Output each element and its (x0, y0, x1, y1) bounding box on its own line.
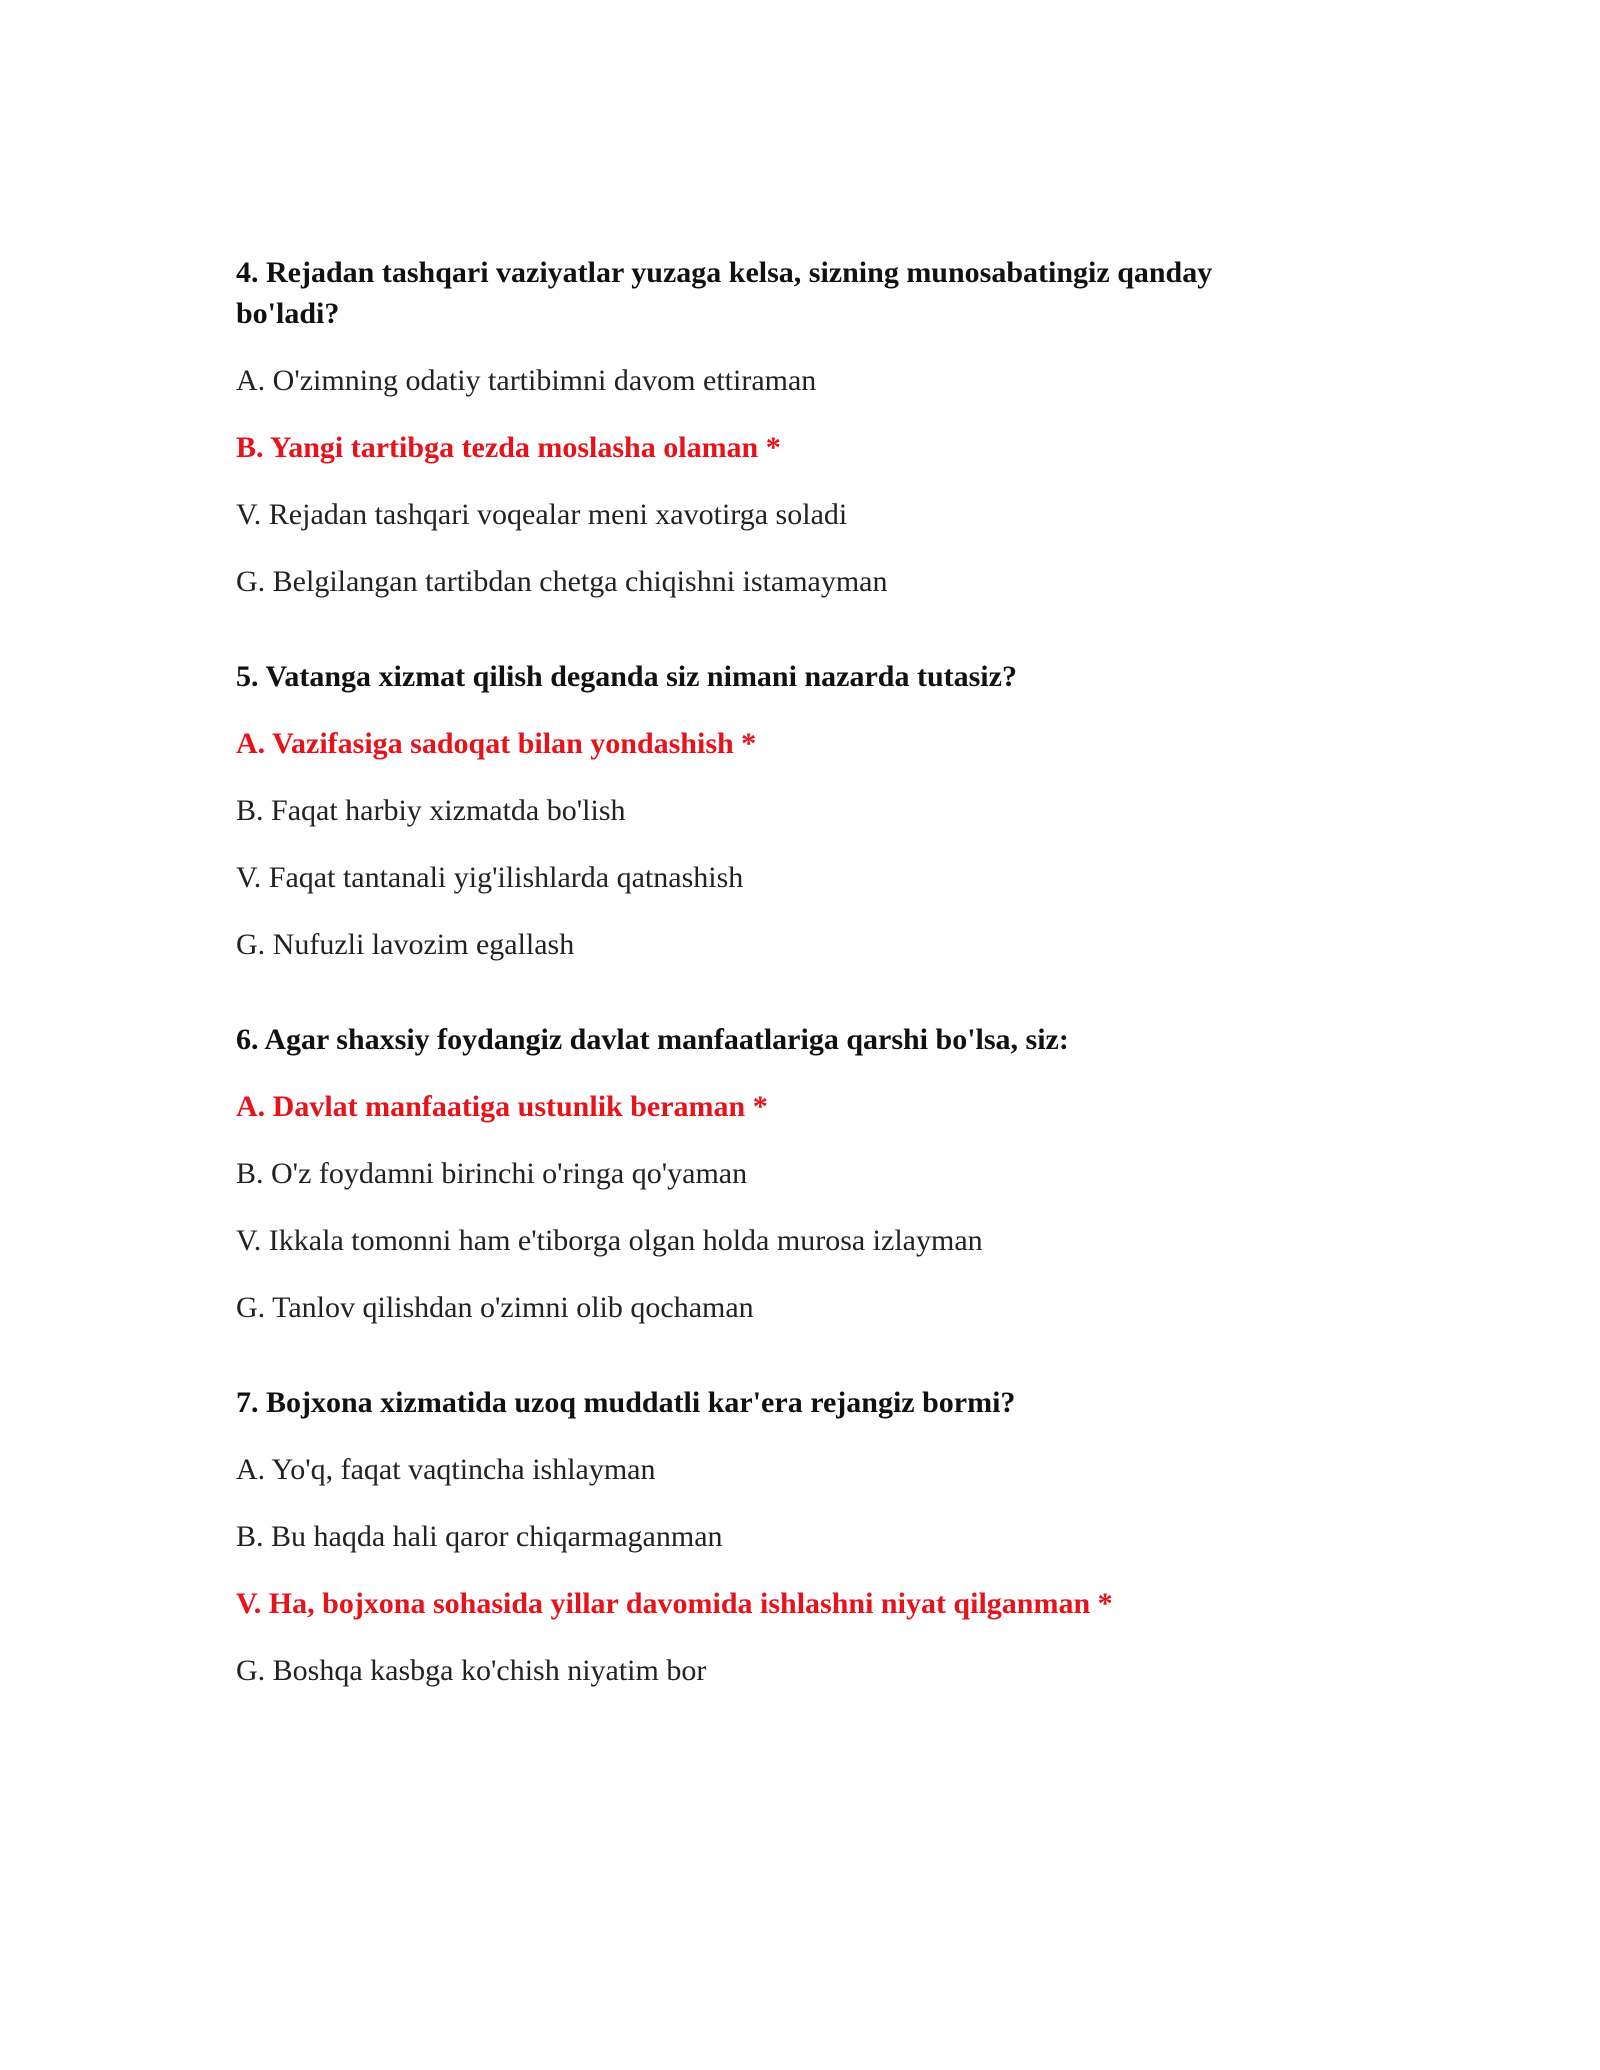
option-v: V. Rejadan tashqari voqealar meni xavotirga soladi (236, 498, 848, 531)
question-block-5 (236, 656, 1316, 965)
option-v: V. Faqat tantanali yig'ilishlarda qatnashish (236, 861, 744, 894)
question-text: 4. Rejadan tashqari vaziyatlar yuzaga kelsa, sizning munosabatingiz qanday bo'ladi? (236, 256, 1213, 330)
option-v: V. Ikkala tomonni ham e'tiborga olgan holda murosa izlayman (236, 1224, 983, 1257)
option-g: G. Tanlov qilishdan o'zimni olib qochaman (236, 1291, 754, 1324)
question-block-6 (236, 1019, 1316, 1328)
question-text: 5. Vatanga xizmat qilish deganda siz nimani nazarda tutasiz? (236, 660, 1017, 693)
option-a: A. Yo'q, faqat vaqtincha ishlayman (236, 1453, 656, 1486)
option-g: G. Boshqa kasbga ko'chish niyatim bor (236, 1654, 707, 1687)
option-a: A. O'zimning odatiy tartibimni davom ettiraman (236, 364, 817, 397)
question-text: 6. Agar shaxsiy foydangiz davlat manfaatlariga qarshi bo'lsa, siz: (236, 1023, 1069, 1056)
question-text: 7. Bojxona xizmatida uzoq muddatli kar'era rejangiz bormi? (236, 1386, 1016, 1419)
questionnaire (236, 252, 1316, 1745)
option-v-correct: V. Ha, bojxona sohasida yillar davomida ishlashni niyat qilganman * (236, 1587, 1113, 1620)
option-g: G. Belgilangan tartibdan chetga chiqishni istamayman (236, 565, 888, 598)
question-block-7 (236, 1382, 1316, 1691)
option-a-correct: A. Vazifasiga sadoqat bilan yondashish * (236, 727, 757, 760)
option-a-correct: A. Davlat manfaatiga ustunlik beraman * (236, 1090, 768, 1123)
question-block-4 (236, 252, 1316, 602)
option-b: B. Faqat harbiy xizmatda bo'lish (236, 794, 626, 827)
option-g: G. Nufuzli lavozim egallash (236, 928, 575, 961)
option-b-correct: B. Yangi tartibga tezda moslasha olaman * (236, 431, 781, 464)
option-b: B. O'z foydamni birinchi o'ringa qo'yaman (236, 1157, 748, 1190)
option-b: B. Bu haqda hali qaror chiqarmaganman (236, 1520, 723, 1553)
